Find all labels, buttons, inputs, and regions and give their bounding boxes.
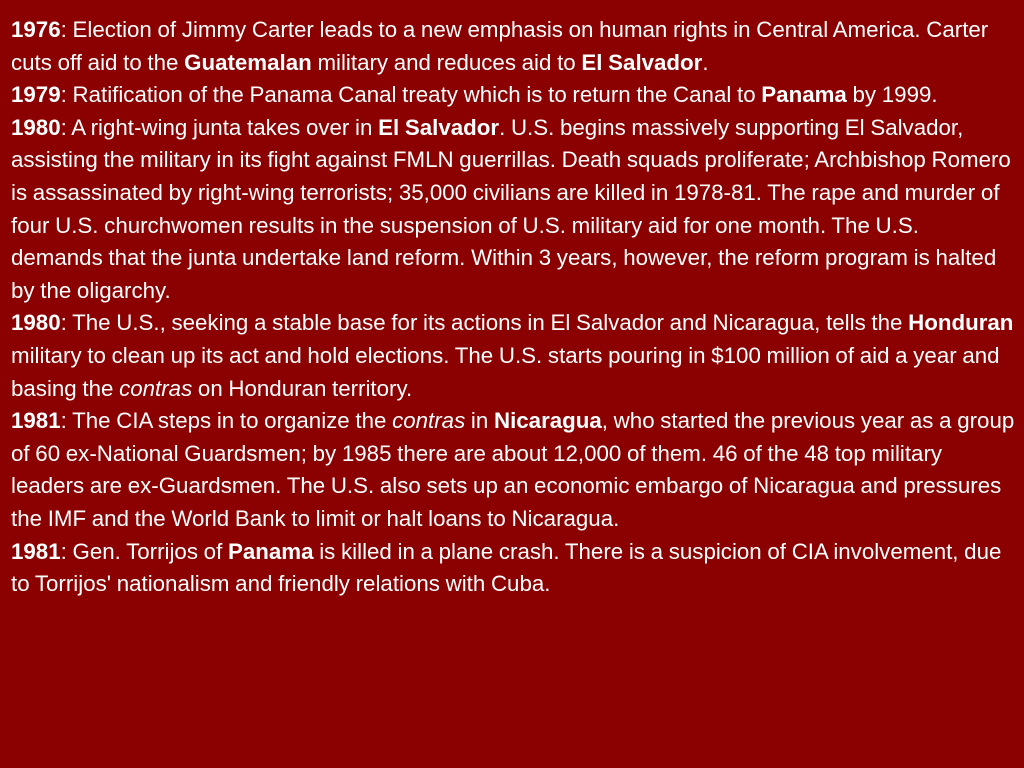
entry-text: : Gen. Torrijos of [60, 538, 228, 564]
italic-term: contras [392, 408, 466, 434]
entry-year: 1980 [11, 114, 61, 140]
entry-text: : Ratification of the Panama Canal treaty which is to return the Canal to [60, 82, 762, 108]
timeline-entry-1981-nicaragua [11, 405, 1016, 535]
timeline-entry-1980-honduras [11, 307, 1016, 405]
entry-text: . U.S. begins massively supporting El Salvador, assisting the military in its fight against FMLN guerrillas. Death squads proliferate; Archbishop Romero is assassinated by right-wing terrorists; 35,000 civilians are killed in 1978-81. The rape and murder of four U.S. churchwomen results in the suspension of U.S. military aid for one month. The U.S. demands that the junta undertake land reform. Within 3 years, however, the reform program is halted by the oligarchy. [11, 114, 1011, 303]
entry-text: : A right-wing junta takes over in [60, 114, 379, 140]
entry-text: . [702, 49, 709, 75]
entry-year: 1981 [11, 538, 61, 564]
entry-year: 1976 [11, 17, 61, 42]
entry-text: military and reduces aid to [311, 49, 582, 75]
entry-year: 1980 [11, 310, 61, 336]
timeline-entry-1976 [11, 14, 1016, 79]
country-name: Guatemalan [184, 49, 312, 75]
country-name: Panama [227, 538, 314, 564]
entry-text: in [465, 408, 494, 434]
entry-year: 1981 [11, 408, 61, 434]
country-name: Panama [761, 82, 847, 108]
country-name: Honduran [908, 310, 1014, 336]
country-name: El Salvador [378, 114, 500, 140]
timeline-entry-1979 [11, 79, 1016, 112]
entry-text: is killed in a plane crash. There is a suspicion of CIA involvement, due to Torrijos' nationalism and friendly relations with Cuba. [11, 538, 1002, 597]
entry-text: : The U.S., seeking a stable base for its actions in El Salvador and Nicaragua, tells the [60, 310, 909, 336]
timeline-entry-1981-panama [11, 536, 1016, 601]
entry-text: on Honduran territory. [192, 375, 413, 401]
entry-text: military to clean up its act and hold elections. The U.S. starts pouring in $100 million of aid a year and basing the [11, 342, 1000, 401]
entry-text: : The CIA steps in to organize the [60, 408, 393, 434]
entry-year: 1979 [11, 82, 61, 108]
italic-term: contras [119, 375, 193, 401]
timeline-entry-1980-el-salvador [11, 112, 1016, 308]
country-name: Nicaragua [493, 408, 602, 434]
entry-text: by 1999. [846, 82, 938, 108]
country-name: El Salvador [581, 49, 703, 75]
entry-text: , who started the previous year as a group of 60 ex-National Guardsmen; by 1985 there are about 12,000 of them. 46 of the 48 top military leaders are ex-Guardsmen. The U.S. also sets up an economic embargo of Nicaragua and pressures the IMF and the World Bank to limit or halt loans to Nicaragua. [11, 408, 1015, 531]
entry-text: : Election of Jimmy Carter leads to a new emphasis on human rights in Central America. Carter cuts off aid to the [11, 17, 989, 75]
